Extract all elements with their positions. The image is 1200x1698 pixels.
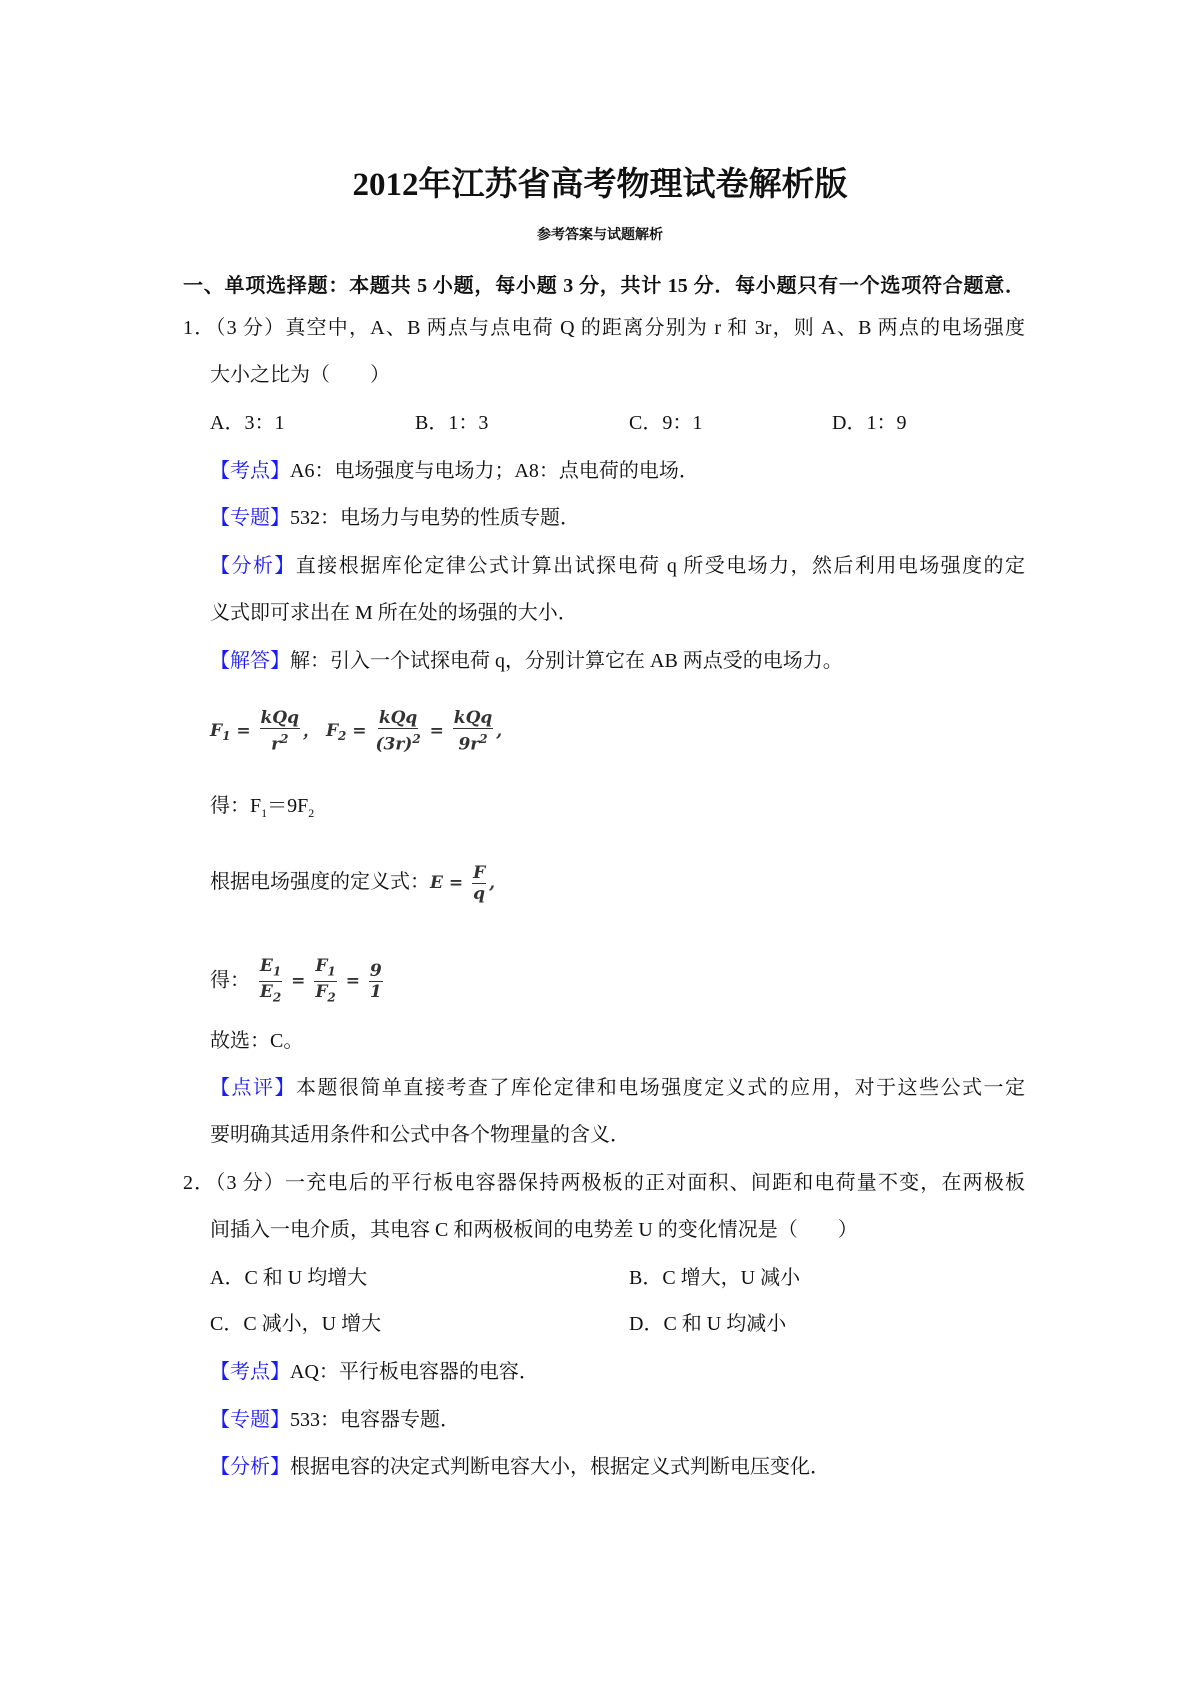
q2-option-b: B．C 增大，U 减小 [629, 1267, 801, 1289]
q1-option-a: A．3：1 [210, 412, 285, 434]
zhuanti-text: 532：电场力与电势的性质专题． [290, 507, 580, 529]
q1-stem-line2: 大小之比为（ ） [210, 364, 390, 386]
q1-jieda [210, 649, 843, 673]
page-title: 2012年江苏省高考物理试卷解析版 [352, 167, 848, 203]
zhuanti-tag: 【专题】 [210, 507, 290, 529]
fenxi-text: 根据电容的决定式判断电容大小，根据定义式判断电压变化． [290, 1456, 830, 1478]
formula-coulomb: $F_1$ = $\frac{\text{kQq}}{r^2}$ ， $F_2$ = $\frac{\text{kQq}}{(3r)^2}$ = $\frac{\text{kQq}}{9r^2}$ , [210, 708, 503, 755]
dianping-text: 本题很简单直接考查了库伦定律和电场强度定义式的应用，对于这些公式一定 [295, 1077, 1026, 1099]
result-f1-9f2: 得：$F_1=9F_2$ [210, 795, 315, 820]
q1-stem-line1: 1．（3 分）真空中，A、B 两点与点电荷 Q 的距离分别为 r 和 3r，则 A、B 两点的电场强度 [183, 317, 1025, 339]
kaodian-tag: 【考点】 [210, 460, 290, 482]
field-definition: 根据电场强度的定义式：E = $\frac{F}{q}$ , [210, 863, 496, 904]
kaodian-tag: 【考点】 [210, 1361, 290, 1383]
q1-option-c: C．9：1 [629, 412, 703, 434]
zhuanti-text: 533：电容器专题． [290, 1409, 460, 1431]
q2-kaodian [210, 1360, 539, 1384]
q2-option-c: C．C 减小，U 增大 [210, 1313, 382, 1335]
q1-fenxi-line2: 义式即可求出在 M 所在处的场强的大小． [210, 602, 578, 624]
section-heading: 一、单项选择题：本题共 5 小题，每小题 3 分，共计 15 分．每小题只有一个选项符合题意． [183, 275, 1025, 297]
q1-kaodian [210, 459, 699, 483]
q1-zhuanti [210, 506, 580, 530]
q2-stem-line2: 间插入一电介质，其电容 C 和两极板间的电势差 U 的变化情况是（ ） [210, 1219, 858, 1241]
fenxi-text: 直接根据库伦定律公式计算出试探电荷 q 所受电场力，然后利用电场强度的定 [295, 555, 1026, 577]
q1-dianping-line2: 要明确其适用条件和公式中各个物理量的含义． [210, 1124, 630, 1146]
q1-option-d: D．1：9 [832, 412, 907, 434]
dianping-tag: 【点评】 [210, 1077, 296, 1099]
q1-option-b: B．1：3 [415, 412, 489, 434]
q2-zhuanti [210, 1408, 460, 1432]
kaodian-text: AQ：平行板电容器的电容． [290, 1361, 539, 1383]
kaodian-text: A6：电场强度与电场力；A8：点电荷的电场． [290, 460, 699, 482]
ratio-result: 得： $\frac{E_1}{E_2}$ = $\frac{F_1}{F_2}$ = $\frac{9}{1}$ [210, 956, 382, 1005]
fenxi-tag: 【分析】 [210, 555, 296, 577]
fenxi-tag: 【分析】 [210, 1456, 290, 1478]
q2-option-d: D．C 和 U 均减小 [629, 1313, 787, 1335]
jieda-tag: 【解答】 [210, 650, 290, 672]
q1-fenxi [210, 554, 1025, 578]
jieda-text: 解：引入一个试探电荷 q，分别计算它在 AB 两点受的电场力。 [290, 650, 843, 672]
q1-dianping [210, 1076, 1025, 1100]
page-subtitle: 参考答案与试题解析 [537, 228, 663, 243]
q2-stem-line1: 2．（3 分）一充电后的平行板电容器保持两极板的正对面积、间距和电荷量不变，在两极板 [183, 1172, 1025, 1194]
q2-fenxi [210, 1455, 830, 1479]
zhuanti-tag: 【专题】 [210, 1409, 290, 1431]
answer-choice: 故选：C。 [210, 1030, 304, 1052]
q2-option-a: A．C 和 U 均增大 [210, 1267, 368, 1289]
